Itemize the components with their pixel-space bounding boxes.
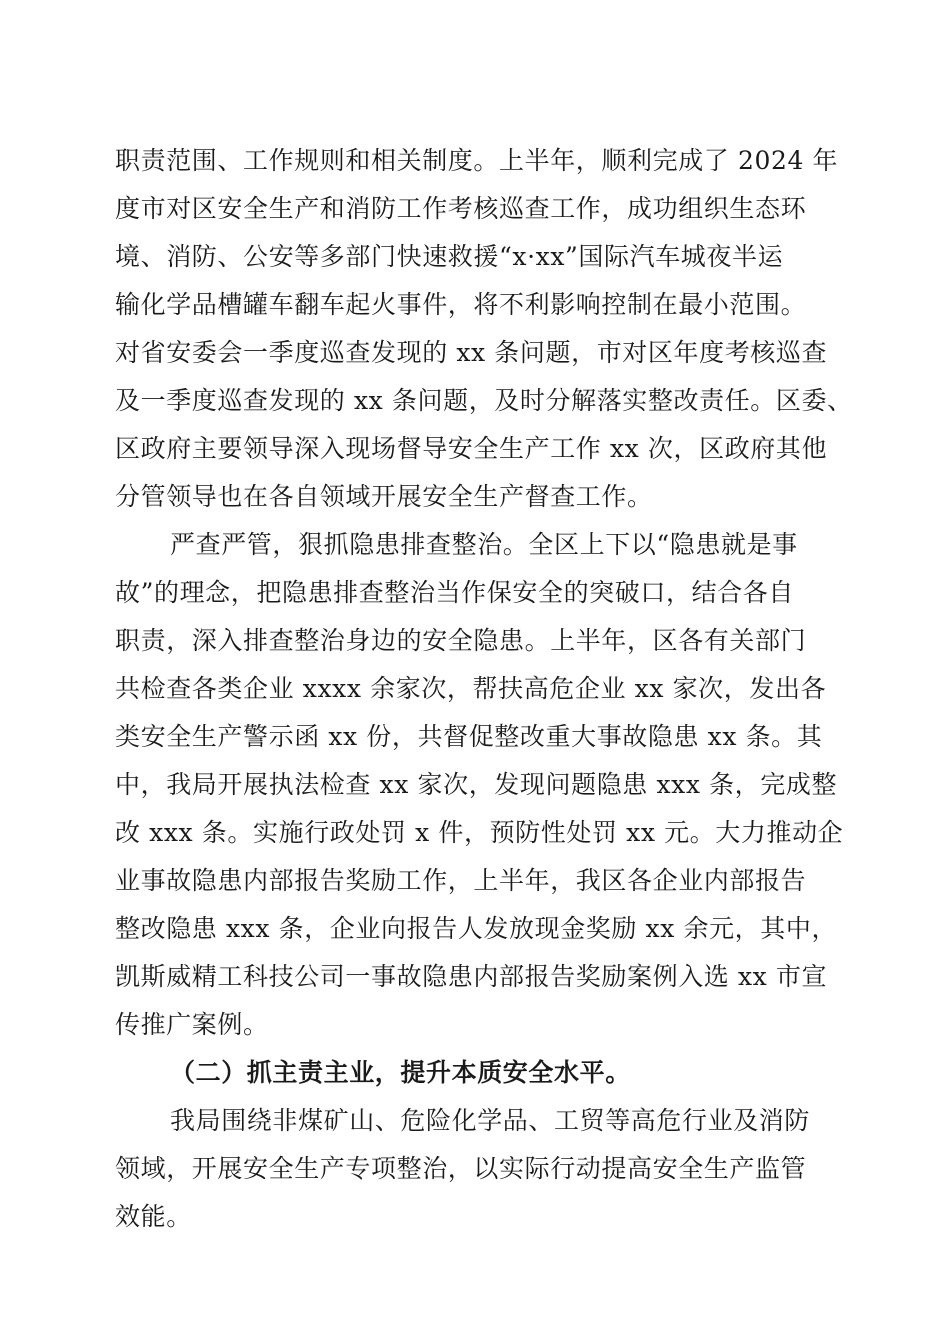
body-text-line: 故”的理念，把隐患排查整治当作保安全的突破口，结合各自 bbox=[115, 578, 794, 607]
body-text-line: 输化学品槽罐车翻车起火事件，将不利影响控制在最小范围。 bbox=[115, 290, 807, 319]
body-text-line: 职责范围、工作规则和相关制度。上半年，顺利完成了 2024 年 bbox=[115, 146, 839, 175]
body-text-line: 领域，开展安全生产专项整治，以实际行动提高安全生产监管 bbox=[115, 1154, 807, 1183]
body-text-line: 凯斯威精工科技公司一事故隐患内部报告奖励案例入选 xx 市宣 bbox=[115, 962, 828, 991]
body-text-line: 业事故隐患内部报告奖励工作，上半年，我区各企业内部报告 bbox=[115, 866, 807, 895]
body-text-line: 度市对区安全生产和消防工作考核巡查工作，成功组织生态环 bbox=[115, 194, 807, 223]
body-text-line: 对省安委会一季度巡查发现的 xx 条问题，市对区年度考核巡查 bbox=[115, 338, 828, 367]
paragraph-first-line: 我局围绕非煤矿山、危险化学品、工贸等高危行业及消防 bbox=[170, 1106, 811, 1135]
body-text-line: 共检查各类企业 xxxx 余家次，帮扶高危企业 xx 家次，发出各 bbox=[115, 674, 827, 703]
body-text-line: 类安全生产警示函 xx 份，共督促整改重大事故隐患 xx 条。其 bbox=[115, 722, 823, 751]
body-text-line: 改 xxx 条。实施行政处罚 x 件，预防性处罚 xx 元。大力推动企 bbox=[115, 818, 844, 847]
body-text-line: 及一季度巡查发现的 xx 条问题，及时分解落实整改责任。区委、 bbox=[115, 386, 853, 415]
body-text-line: 传推广案例。 bbox=[115, 1010, 269, 1039]
body-text-line: 职责，深入排查整治身边的安全隐患。上半年，区各有关部门 bbox=[115, 626, 807, 655]
body-text-line: 效能。 bbox=[115, 1202, 192, 1231]
paragraph-first-line: 严查严管，狠抓隐患排查整治。全区上下以“隐患就是事 bbox=[170, 530, 798, 559]
body-text-line: 区政府主要领导深入现场督导安全生产工作 xx 次，区政府其他 bbox=[115, 434, 828, 463]
body-text-line: 境、消防、公安等多部门快速救援“x·xx”国际汽车城夜半运 bbox=[115, 242, 784, 271]
body-text-line: 分管领导也在各自领域开展安全生产督查工作。 bbox=[115, 482, 653, 511]
body-text-line: 中，我局开展执法检查 xx 家次，发现问题隐患 xxx 条，完成整 bbox=[115, 770, 838, 799]
section-heading: （二）抓主责主业，提升本质安全水平。 bbox=[170, 1058, 631, 1087]
body-text-line: 整改隐患 xxx 条，企业向报告人发放现金奖励 xx 余元，其中， bbox=[115, 914, 838, 943]
